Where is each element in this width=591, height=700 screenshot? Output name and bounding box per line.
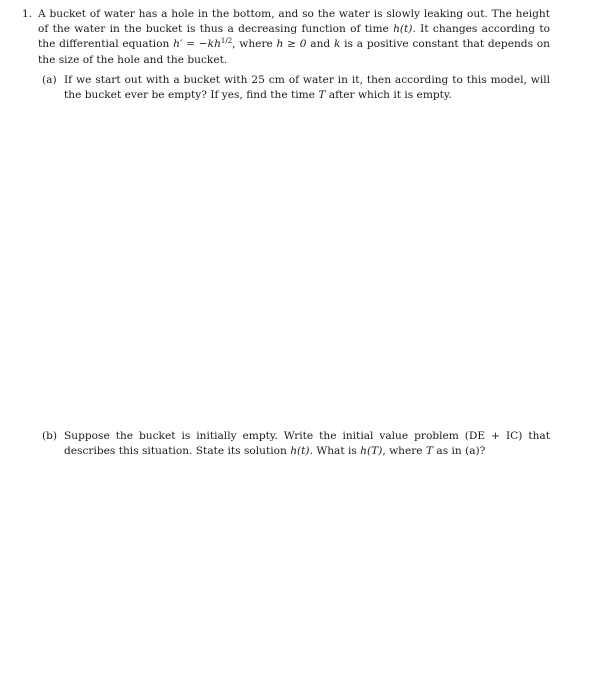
part-a-text-2: after which it is empty.: [325, 89, 452, 102]
nonnegativity-condition: h ≥ 0: [276, 38, 307, 51]
part-a-label: (a): [42, 74, 57, 86]
stem-text-4: and: [306, 38, 334, 51]
differential-equation: h′ = −kh: [173, 38, 221, 51]
part-a-text-1: If we start out with a bucket with 25 cm of water in it, then according to this model, will the bucket ever be empty? If yes, find the time: [64, 74, 550, 102]
part-b-label: (b): [42, 430, 58, 442]
problem-1: [22, 7, 550, 68]
stem-text-1: A bucket of water has a hole in the bottom, and so the water is slowly leaking out. The height of the water in the bucket is thus a decreasing function of time: [38, 8, 550, 36]
part-a-var-T: T: [318, 89, 326, 102]
part-b-var-T: T: [425, 445, 434, 458]
part-b: [42, 429, 550, 459]
part-b-text-2: . What is: [309, 445, 361, 458]
problem-stem: [38, 7, 550, 68]
part-a: [42, 73, 550, 103]
stem-text-5: is a positive constant that depends on the size of the hole and the bucket.: [38, 38, 550, 66]
stem-text-3: , where: [232, 38, 277, 51]
part-b-expression: h(T): [360, 445, 383, 458]
part-b-text: [64, 429, 550, 459]
stem-function: h(t): [393, 23, 413, 36]
equation-exponent: 1/2: [220, 37, 233, 46]
constant-k: k: [333, 38, 341, 51]
part-a-text: [64, 73, 550, 103]
part-b-text-4: as in (a)?: [433, 445, 486, 458]
stem-text-2: . It changes according to the differential equation: [38, 23, 550, 51]
part-b-text-1: Suppose the bucket is initially empty. Write the initial value problem (DE + IC) that describes this situation. State its solution: [64, 430, 550, 458]
part-b-text-3: , where: [382, 445, 426, 458]
problem-number: 1.: [22, 8, 33, 20]
part-b-function: h(t): [290, 445, 310, 458]
